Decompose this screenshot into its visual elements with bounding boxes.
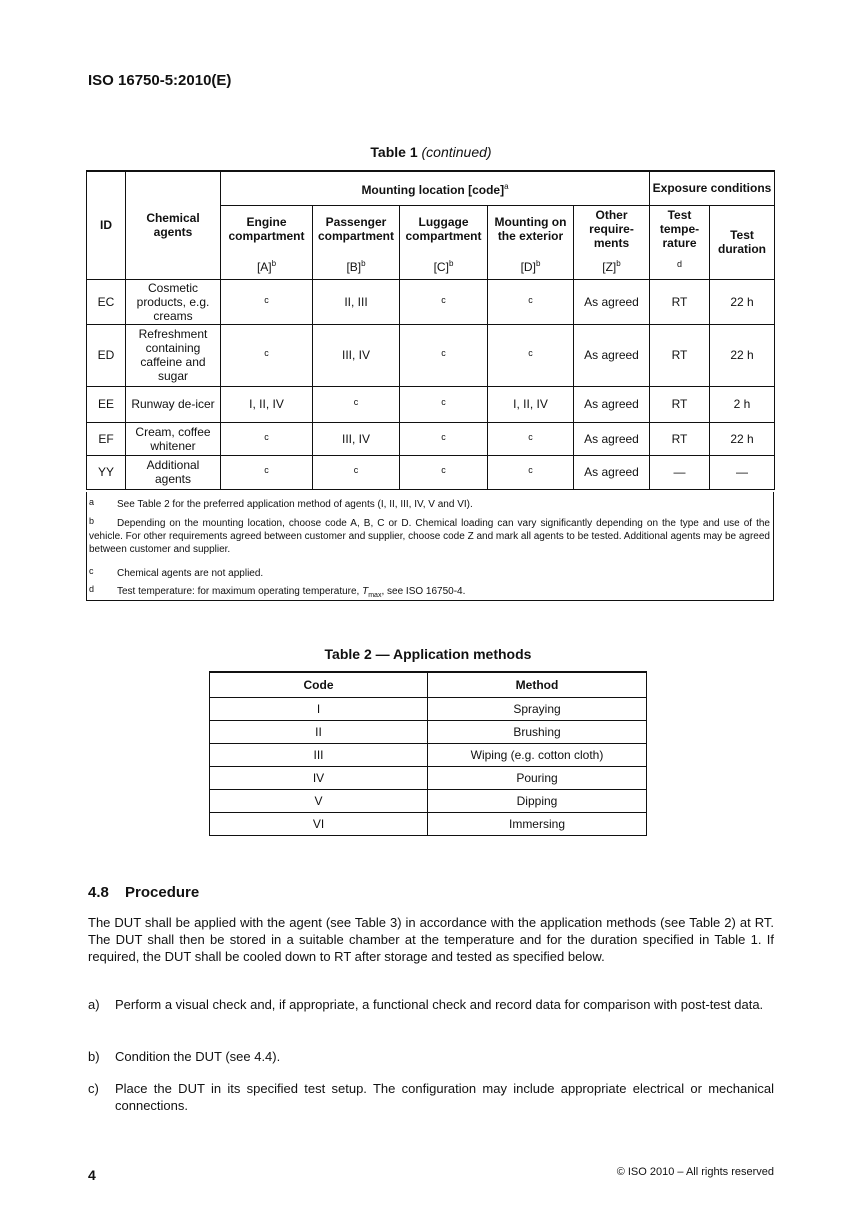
row-code: V (210, 790, 428, 813)
row-code-a: c (221, 279, 313, 324)
table1-caption-continued: (continued) (421, 144, 492, 160)
row-code-a: I, II, IV (221, 386, 313, 422)
row-id: EC (87, 279, 126, 324)
row-code-c: c (400, 324, 488, 386)
row-code-z: As agreed (574, 455, 650, 489)
header-mounting-location: Mounting location [code]$^a$ (221, 171, 650, 205)
code-b: $[B]^b$ (313, 253, 400, 279)
row-code-d: c (488, 279, 574, 324)
row-method: Pouring (428, 767, 647, 790)
row-agent: Additional agents (126, 455, 221, 489)
row-id: ED (87, 324, 126, 386)
code-a: $[A]^b$ (221, 253, 313, 279)
header-test-temperature: Test tempe-rature (650, 205, 710, 253)
footnote-a: a See Table 2 for the preferred application method of agents (I, II, III, IV, V and VI). (89, 497, 473, 510)
row-code-a: c (221, 455, 313, 489)
list-item-text: Condition the DUT (see 4.4). (115, 1049, 281, 1064)
section-paragraph: The DUT shall be applied with the agent (see Table 3) in accordance with the application methods (see Table 2) at RT. The DUT shall then be stored in a suitable chamber at the temperature and for the duration specified in Table 1. If required, the DUT shall be cooled down to RT after storage and tested as specified below. (88, 915, 774, 964)
header-exposure-conditions: Exposure conditions (650, 171, 775, 205)
table-row (87, 279, 775, 324)
row-code-z: As agreed (574, 279, 650, 324)
list-item-text: Perform a visual check and, if appropriate, a functional check and record data for comparison with post-test data. (115, 997, 764, 1012)
table-row (210, 744, 647, 767)
header-chemical-agents: Chemical agents (126, 171, 221, 279)
row-code-a: c (221, 324, 313, 386)
header-exterior: Mounting on the exterior (488, 205, 574, 253)
table-row (210, 790, 647, 813)
row-code: III (210, 744, 428, 767)
document-header: ISO 16750-5:2010(E) (88, 72, 232, 89)
table1-footnotes (86, 492, 774, 601)
row-method: Wiping (e.g. cotton cloth) (428, 744, 647, 767)
row-code: II (210, 721, 428, 744)
row-id: EE (87, 386, 126, 422)
row-duration: 22 h (710, 324, 775, 386)
section-heading (88, 884, 199, 901)
row-temperature: RT (650, 422, 710, 455)
row-code-c: c (400, 455, 488, 489)
row-code-d: c (488, 422, 574, 455)
row-code-z: As agreed (574, 422, 650, 455)
row-temperature: RT (650, 324, 710, 386)
section-title: Procedure (125, 884, 200, 901)
table-row (87, 386, 775, 422)
row-code: I (210, 698, 428, 721)
row-method: Immersing (428, 813, 647, 836)
header-passenger: Passenger compartment (313, 205, 400, 253)
row-code-d: c (488, 455, 574, 489)
table-row (87, 422, 775, 455)
table-row (210, 813, 647, 836)
header-id: ID (87, 171, 126, 279)
footnote-b: b Depending on the mounting location, choose code A, B, C or D. Chemical loading can vary significantly depending on the type and use of the vehicle. For other requirements agreed between customer and supplier, choose code Z and mark all agents to be tested. Additional agents may be agreed between customer and supplier. (89, 516, 770, 555)
footnote-d: d Test temperature: for maximum operating temperature, $T_{max}$, see ISO 16750-4. (89, 584, 466, 599)
row-agent: Cosmetic products, e.g. creams (126, 279, 221, 324)
row-code-a: c (221, 422, 313, 455)
row-code-b: II, III (313, 279, 400, 324)
row-duration: 22 h (710, 279, 775, 324)
row-id: YY (87, 455, 126, 489)
code-z: $[Z]^b$ (574, 253, 650, 279)
row-duration: 2 h (710, 386, 775, 422)
list-item-label: a) (88, 997, 100, 1012)
row-code-z: As agreed (574, 386, 650, 422)
header-luggage: Luggage compartment (400, 205, 488, 253)
table2 (209, 671, 647, 836)
row-code-z: As agreed (574, 324, 650, 386)
section-number: 4.8 (88, 884, 109, 901)
table1-caption (0, 144, 862, 160)
row-code-d: I, II, IV (488, 386, 574, 422)
code-d: $[D]^b$ (488, 253, 574, 279)
row-id: EF (87, 422, 126, 455)
table1-caption-main: Table 1 (370, 144, 418, 160)
row-temperature: — (650, 455, 710, 489)
row-temperature: RT (650, 386, 710, 422)
table-row (210, 767, 647, 790)
table-row (210, 721, 647, 744)
list-item (88, 1048, 774, 1065)
table-row (87, 324, 775, 386)
list-item-text: Place the DUT in its specified test setup. The configuration may include appropriate electrical or mechanical connections. (115, 1081, 774, 1113)
copyright-notice: © ISO 2010 – All rights reserved (616, 1166, 774, 1178)
header-engine: Engine compartment (221, 205, 313, 253)
row-duration: 22 h (710, 422, 775, 455)
table1 (86, 170, 775, 490)
row-code-c: c (400, 422, 488, 455)
row-agent: Refreshment containing caffeine and sugar (126, 324, 221, 386)
list-item-label: b) (88, 1049, 100, 1064)
row-method: Dipping (428, 790, 647, 813)
row-code-c: c (400, 279, 488, 324)
code-c: $[C]^b$ (400, 253, 488, 279)
header-other: Other require-ments (574, 205, 650, 253)
row-code-d: c (488, 324, 574, 386)
temperature-footnote-mark: d (650, 253, 710, 279)
page-number: 4 (88, 1167, 96, 1183)
row-code-b: c (313, 386, 400, 422)
footnote-c: c Chemical agents are not applied. (89, 566, 264, 579)
table2-caption: Table 2 — Application methods (324, 646, 532, 662)
header-code: Code (210, 672, 428, 698)
row-agent: Cream, coffee whitener (126, 422, 221, 455)
list-item (88, 1080, 774, 1114)
row-method: Spraying (428, 698, 647, 721)
row-code-c: c (400, 386, 488, 422)
row-code: VI (210, 813, 428, 836)
row-code-b: III, IV (313, 422, 400, 455)
list-item-label: c) (88, 1081, 99, 1096)
row-agent: Runway de-icer (126, 386, 221, 422)
row-code-b: III, IV (313, 324, 400, 386)
row-code-b: c (313, 455, 400, 489)
header-test-duration: Test duration (710, 205, 775, 279)
row-duration: — (710, 455, 775, 489)
row-code: IV (210, 767, 428, 790)
row-method: Brushing (428, 721, 647, 744)
table-row (87, 455, 775, 489)
row-temperature: RT (650, 279, 710, 324)
table-row (210, 698, 647, 721)
list-item (88, 996, 774, 1013)
header-method: Method (428, 672, 647, 698)
